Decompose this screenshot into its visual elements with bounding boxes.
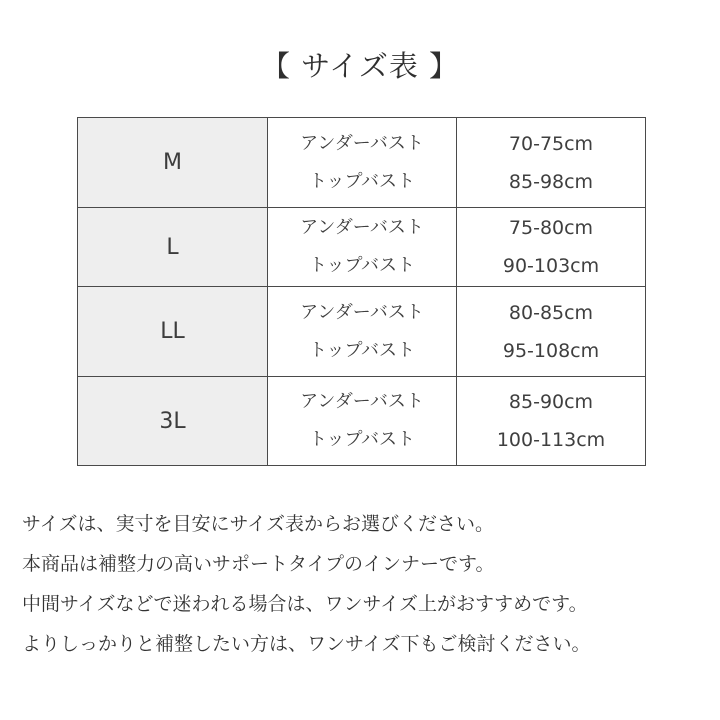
measurement-values bbox=[457, 118, 646, 208]
topbust-value: 90-103cm bbox=[502, 255, 600, 277]
note-line: 中間サイズなどで迷われる場合は、ワンサイズ上がおすすめです。 bbox=[22, 593, 588, 615]
measurement-labels bbox=[268, 287, 457, 377]
measurement-labels bbox=[268, 208, 457, 287]
topbust-label: トップバスト bbox=[308, 170, 416, 192]
table-row bbox=[78, 377, 646, 466]
table-row bbox=[78, 118, 646, 208]
underbust-label: アンダーバスト bbox=[300, 301, 424, 323]
underbust-value: 75-80cm bbox=[508, 217, 594, 239]
topbust-value: 100-113cm bbox=[496, 429, 606, 451]
measurement-labels bbox=[268, 377, 457, 466]
underbust-label: アンダーバスト bbox=[300, 132, 424, 154]
topbust-value: 85-98cm bbox=[508, 170, 594, 193]
measurement-values bbox=[457, 377, 646, 466]
notes bbox=[22, 504, 720, 664]
topbust-label: トップバスト bbox=[308, 339, 416, 361]
table-row bbox=[78, 287, 646, 377]
underbust-value: 80-85cm bbox=[508, 301, 594, 324]
underbust-label: アンダーバスト bbox=[300, 391, 424, 412]
underbust-value: 70-75cm bbox=[508, 132, 594, 155]
measurement-values bbox=[457, 208, 646, 287]
size-table bbox=[77, 117, 646, 466]
note-line: 本商品は補整力の高いサポートタイプのインナーです。 bbox=[22, 553, 495, 575]
size-label: LL bbox=[78, 287, 268, 377]
topbust-value: 95-108cm bbox=[502, 339, 600, 362]
size-label: L bbox=[78, 208, 268, 287]
measurement-labels bbox=[268, 118, 457, 208]
underbust-value: 85-90cm bbox=[508, 391, 594, 413]
topbust-label: トップバスト bbox=[308, 429, 416, 450]
note-line: サイズは、実寸を目安にサイズ表からお選びください。 bbox=[22, 513, 494, 535]
underbust-label: アンダーバスト bbox=[300, 217, 424, 238]
topbust-label: トップバスト bbox=[308, 255, 416, 276]
measurement-values bbox=[457, 287, 646, 377]
size-label: 3L bbox=[78, 377, 268, 466]
page-title: 【 サイズ表 】 bbox=[260, 49, 460, 83]
table-row bbox=[78, 208, 646, 287]
size-label: M bbox=[78, 118, 268, 208]
note-line: よりしっかりと補整したい方は、ワンサイズ下もご検討ください。 bbox=[22, 633, 591, 655]
